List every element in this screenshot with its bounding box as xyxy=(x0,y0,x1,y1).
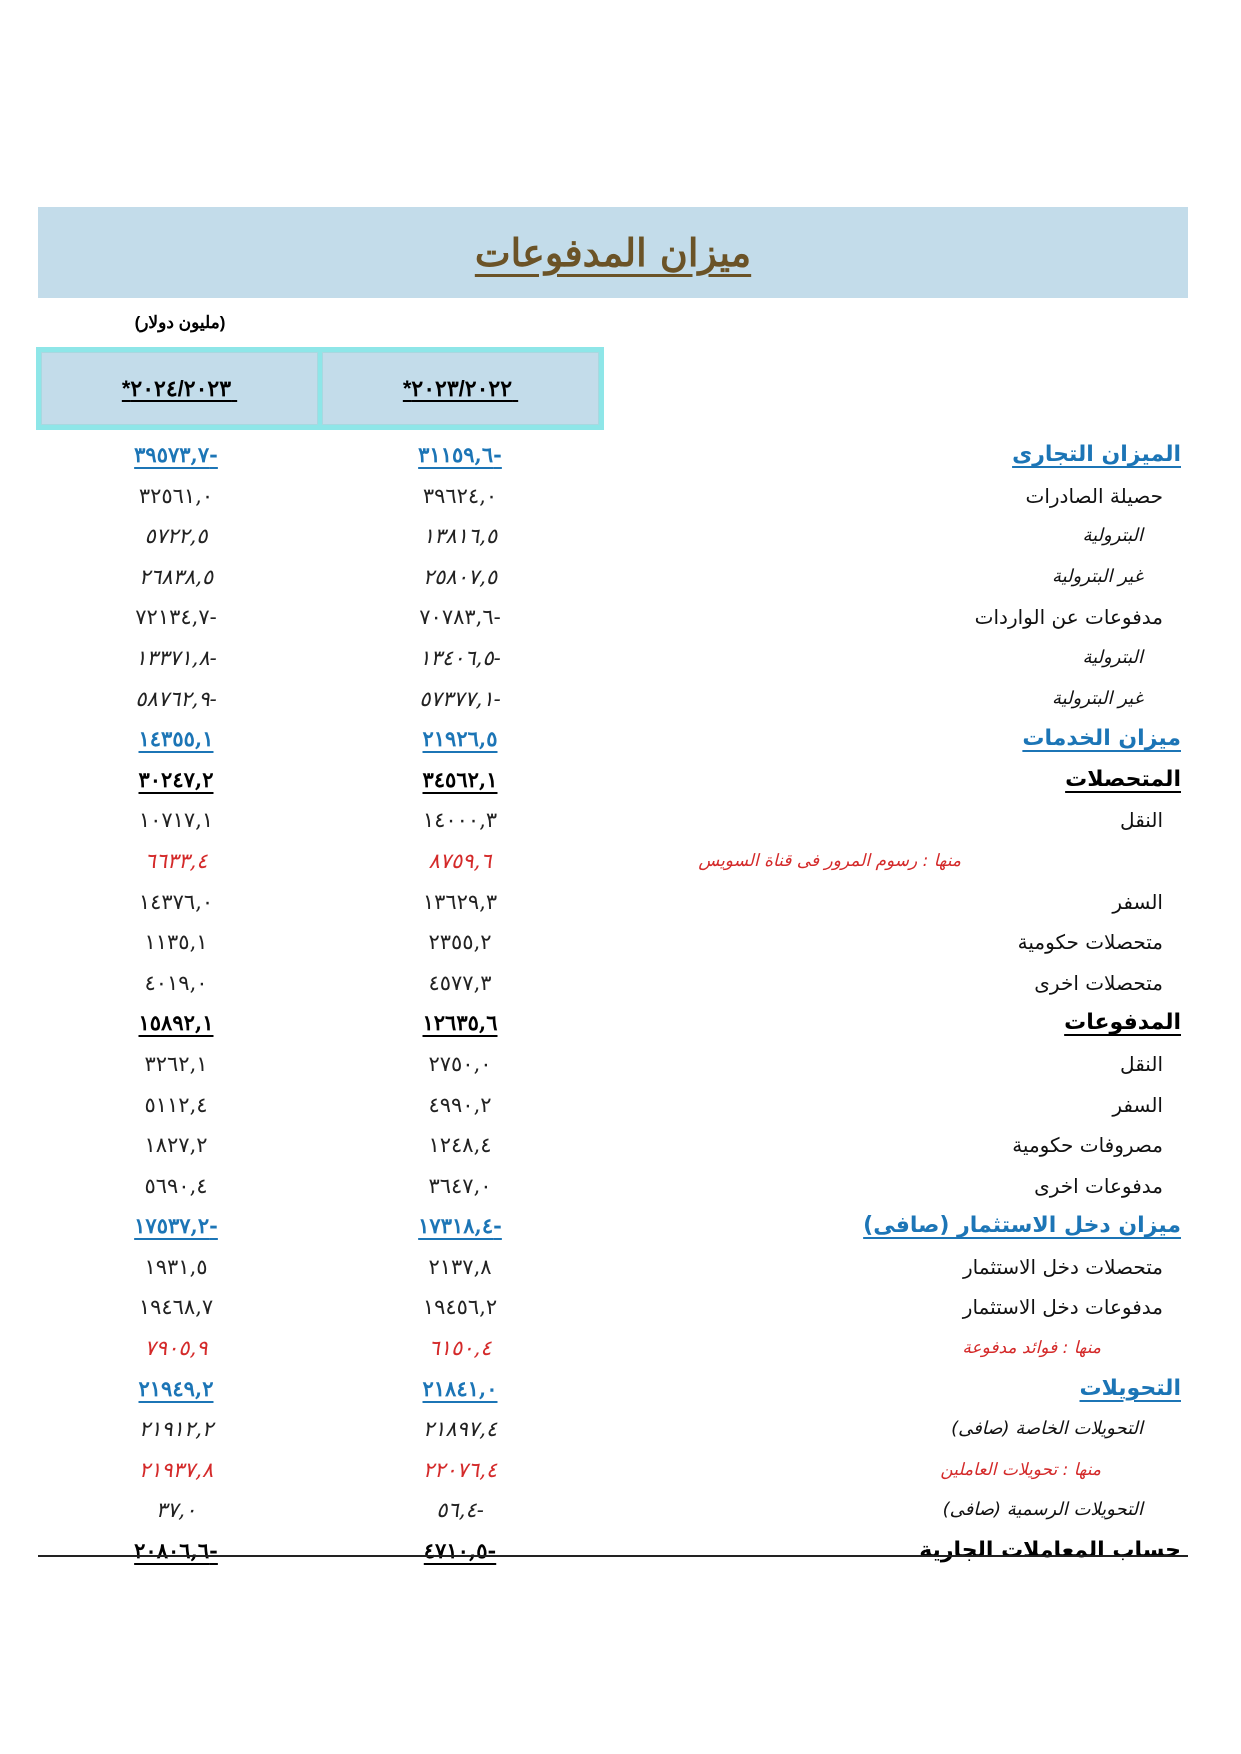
table-row-note xyxy=(0,841,1241,882)
table-row xyxy=(0,476,1241,517)
row-label: منها : فوائد مدفوعة xyxy=(962,1338,1101,1359)
value-2023-2024: ٧٩٠٥,٩ xyxy=(144,1336,208,1361)
value-2023-2024: ٢٠٨٠٦,٦- xyxy=(134,1538,218,1564)
row-label: السفر xyxy=(1112,1092,1163,1117)
row-label: مصروفات حكومية xyxy=(1012,1133,1163,1158)
value-2022-2023: ٢١٣٧,٨ xyxy=(428,1254,492,1279)
row-label: مدفوعات اخرى xyxy=(1034,1173,1163,1198)
title-banner xyxy=(38,207,1188,298)
row-label: حساب المعاملات الجارية xyxy=(919,1538,1181,1564)
row-label: التحويلات الخاصة (صافى) xyxy=(951,1418,1143,1440)
row-label: البترولية xyxy=(1082,525,1143,547)
value-2022-2023: ٥٧٣٧٧,١- xyxy=(419,686,501,711)
value-2022-2023: ٢٥٨٠٧,٥ xyxy=(422,564,498,589)
row-label: النقل xyxy=(1120,1051,1163,1076)
table-row xyxy=(0,1085,1241,1126)
row-label: التحويلات الرسمية (صافى) xyxy=(942,1499,1143,1521)
value-2023-2024: ١١٣٥,١ xyxy=(144,930,208,955)
table-row-services-balance xyxy=(0,719,1241,760)
value-2023-2024: ١٩٣١,٥ xyxy=(144,1254,208,1279)
row-label: ميزان دخل الاستثمار (صافى) xyxy=(863,1213,1181,1239)
value-2023-2024: ١٠٧١٧,١ xyxy=(138,808,214,833)
value-2023-2024: ٥٦٩٠,٤ xyxy=(144,1173,208,1198)
table-row xyxy=(0,638,1241,679)
value-2023-2024: ٣٩٥٧٣,٧- xyxy=(134,442,218,467)
table-row-payments xyxy=(0,1003,1241,1044)
column-header-2022-2023 xyxy=(322,352,599,425)
value-2022-2023: ٢٢٠٧٦,٤ xyxy=(422,1457,498,1482)
value-2023-2024: ٥٨٧٦٢,٩- xyxy=(135,686,217,711)
row-label: غير البترولية xyxy=(1051,565,1143,587)
value-2023-2024: ٣٢٦٢,١ xyxy=(144,1051,208,1076)
row-label: حصيلة الصادرات xyxy=(1025,483,1163,508)
table-row xyxy=(0,1287,1241,1328)
table-row xyxy=(0,1044,1241,1085)
row-label: المدفوعات xyxy=(1064,1010,1181,1036)
value-2023-2024: ١٣٣٧١,٨- xyxy=(135,645,217,670)
table-row xyxy=(0,1490,1241,1531)
table-row-note xyxy=(0,1328,1241,1369)
value-2022-2023: ٨٧٥٩,٦ xyxy=(428,848,492,873)
bottom-rule xyxy=(38,1555,1188,1557)
value-2023-2024: ٣٠٢٤٧,٢ xyxy=(138,766,214,792)
table-row-trade-balance xyxy=(0,435,1241,476)
row-label: مدفوعات عن الواردات xyxy=(974,605,1163,630)
value-2023-2024: ٢١٩٣٧,٨ xyxy=(138,1457,214,1482)
value-2022-2023: ١٧٣١٨,٤- xyxy=(418,1213,502,1239)
value-2023-2024: ١٤٣٧٦,٠ xyxy=(138,889,214,914)
row-label: غير البترولية xyxy=(1051,687,1143,709)
value-2023-2024: ١٥٨٩٢,١ xyxy=(138,1010,214,1036)
row-label: متحصلات دخل الاستثمار xyxy=(963,1254,1163,1279)
table-row-current-account xyxy=(0,1531,1241,1572)
value-2022-2023: ٣٩٦٢٤,٠ xyxy=(422,483,498,508)
value-2022-2023: ٤٥٧٧,٣ xyxy=(428,970,492,995)
table-row-note xyxy=(0,1450,1241,1491)
value-2022-2023: ٦١٥٠,٤ xyxy=(428,1336,492,1361)
value-2023-2024: ٥١١٢,٤ xyxy=(144,1092,208,1117)
value-2022-2023: ٤٧١٠,٥- xyxy=(423,1538,497,1564)
value-2022-2023: ١٢٤٨,٤ xyxy=(428,1133,492,1158)
row-label: الميزان التجارى xyxy=(1012,442,1181,467)
table-row xyxy=(0,1247,1241,1288)
table-row-investment-income-balance xyxy=(0,1206,1241,1247)
table-row xyxy=(0,679,1241,720)
row-label: ميزان الخدمات xyxy=(1022,726,1181,752)
value-2022-2023: ١٢٦٣٥,٦ xyxy=(422,1010,498,1036)
row-label: التحويلات xyxy=(1079,1375,1181,1401)
value-2022-2023: ٤٩٩٠,٢ xyxy=(428,1092,492,1117)
table-row xyxy=(0,800,1241,841)
value-2022-2023: ٢١٨٤١,٠ xyxy=(422,1375,498,1401)
table-row xyxy=(0,922,1241,963)
row-label: منها : رسوم المرور فى قناة السويس xyxy=(698,850,961,871)
value-2023-2024: ٤٠١٩,٠ xyxy=(144,970,208,995)
value-2022-2023: ٢١٨٩٧,٤ xyxy=(422,1417,498,1442)
page-title: ميزان المدفوعات xyxy=(474,230,752,275)
row-label: المتحصلات xyxy=(1065,766,1181,792)
value-2023-2024: ٢١٩١٢,٢ xyxy=(138,1417,214,1442)
table-row xyxy=(0,1409,1241,1450)
column-header-label: *٢٠٢٤/٢٠٢٣ xyxy=(121,375,238,401)
value-2022-2023: ٥٦,٤- xyxy=(436,1498,484,1523)
row-label: مدفوعات دخل الاستثمار xyxy=(962,1295,1163,1320)
value-2023-2024: ٥٧٢٢,٥ xyxy=(144,524,208,549)
value-2023-2024: ١٩٤٦٨,٧ xyxy=(138,1295,214,1320)
value-2023-2024: ١٤٣٥٥,١ xyxy=(138,726,214,752)
table-row xyxy=(0,882,1241,923)
table-row xyxy=(0,963,1241,1004)
value-2023-2024: ٣٧,٠ xyxy=(155,1498,197,1523)
value-2022-2023: ٣٤٥٦٢,١ xyxy=(422,766,498,792)
row-label: متحصلات اخرى xyxy=(1034,970,1163,995)
value-2023-2024: ١٨٢٧,٢ xyxy=(144,1133,208,1158)
value-2022-2023: ٢١٩٢٦,٥ xyxy=(422,726,498,752)
table-row xyxy=(0,1125,1241,1166)
table-row xyxy=(0,597,1241,638)
column-header-box xyxy=(36,347,604,430)
balance-table xyxy=(0,435,1241,1572)
column-header-label: *٢٠٢٣/٢٠٢٢ xyxy=(402,375,519,401)
row-label: النقل xyxy=(1120,808,1163,833)
value-2023-2024: ١٧٥٣٧,٢- xyxy=(134,1213,218,1239)
table-row-transfers xyxy=(0,1369,1241,1410)
value-2023-2024: ٧٢١٣٤,٧- xyxy=(135,605,217,630)
table-row xyxy=(0,557,1241,598)
value-2022-2023: ٣١١٥٩,٦- xyxy=(418,442,502,467)
value-2023-2024: ٦٦٣٣,٤ xyxy=(144,848,208,873)
row-label: البترولية xyxy=(1082,646,1143,668)
value-2022-2023: ١٩٤٥٦,٢ xyxy=(422,1295,498,1320)
value-2022-2023: ١٣٦٢٩,٣ xyxy=(422,889,498,914)
column-header-2023-2024 xyxy=(41,352,318,425)
value-2022-2023: ٧٠٧٨٣,٦- xyxy=(419,605,501,630)
value-2022-2023: ٢٣٥٥,٢ xyxy=(428,930,492,955)
row-label: السفر xyxy=(1112,889,1163,914)
value-2022-2023: ١٣٨١٦,٥ xyxy=(422,524,498,549)
table-row xyxy=(0,1166,1241,1207)
row-label: متحصلات حكومية xyxy=(1017,930,1163,955)
value-2022-2023: ١٤٠٠٠,٣ xyxy=(422,808,498,833)
row-label: منها : تحويلات العاملين xyxy=(940,1459,1101,1480)
value-2023-2024: ٢٦٨٣٨,٥ xyxy=(138,564,214,589)
units-label: (مليون دولار) xyxy=(134,313,226,332)
value-2022-2023: ٣٦٤٧,٠ xyxy=(428,1173,492,1198)
value-2022-2023: ٢٧٥٠,٠ xyxy=(428,1051,492,1076)
table-row-receipts xyxy=(0,760,1241,801)
value-2023-2024: ٢١٩٤٩,٢ xyxy=(138,1375,214,1401)
table-row xyxy=(0,516,1241,557)
value-2022-2023: ١٣٤٠٦,٥- xyxy=(419,645,501,670)
value-2023-2024: ٣٢٥٦١,٠ xyxy=(138,483,214,508)
